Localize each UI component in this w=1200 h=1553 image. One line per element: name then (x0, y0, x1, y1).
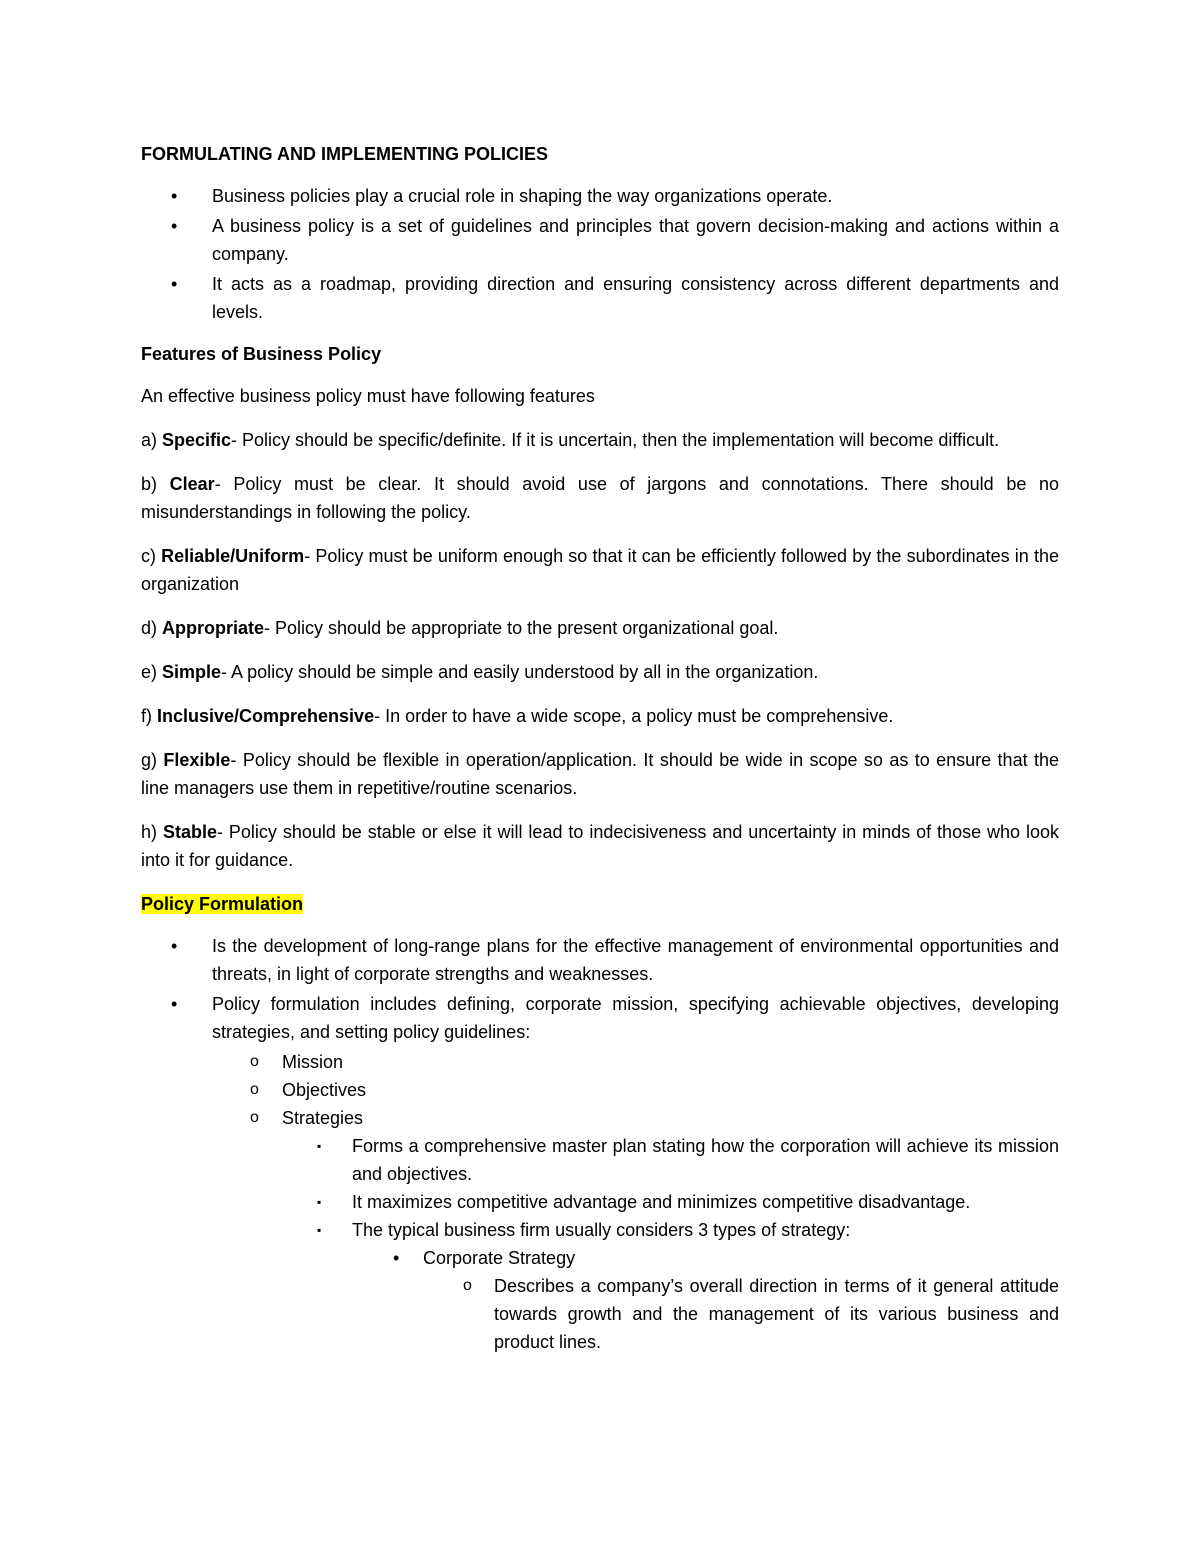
bullet-square-icon: ▪ (317, 1139, 322, 1153)
list-item: o Mission (141, 1048, 1059, 1076)
list-item: • Policy formulation includes defining, corporate mission, specifying achievable objectives, developing strategies, and setting policy guidelines: (141, 990, 1059, 1046)
feature-item: b) Clear- Policy must be clear. It should avoid use of jargons and connotations. There should be no misunderstandings in following the policy. (141, 474, 1060, 522)
bullet-circle-icon: o (250, 1081, 259, 1098)
list-item: • It acts as a roadmap, providing direction and ensuring consistency across different departments and levels. (141, 270, 1059, 326)
features-lead: An effective business policy must have following features (141, 386, 595, 406)
bullet-dot-icon: • (171, 936, 178, 956)
bullet-square-icon: ▪ (317, 1195, 322, 1209)
bullet-circle-icon: o (250, 1053, 259, 1070)
feature-item: a) Specific- Policy should be specific/definite. If it is uncertain, then the implementation will become difficult. (141, 430, 1000, 450)
list-item: o Strategies (141, 1104, 1059, 1132)
list-item: • Is the development of long-range plans for the effective management of environmental opportunities and threats, in light of corporate strengths and weaknesses. (141, 932, 1059, 988)
bullet-dot-icon: • (171, 186, 178, 206)
feature-item: e) Simple- A policy should be simple and easily understood by all in the organization. (141, 662, 819, 682)
list-item: ▪ Forms a comprehensive master plan stating how the corporation will achieve its mission and objectives. (141, 1132, 1059, 1188)
feature-item: g) Flexible- Policy should be flexible in operation/application. It should be wide in scope so as to ensure that the line managers use them in repetitive/routine scenarios. (141, 750, 1059, 798)
bullet-dot-icon: • (171, 274, 178, 294)
document-title: FORMULATING AND IMPLEMENTING POLICIES (141, 144, 548, 164)
formulation-bullet-list (141, 932, 1059, 1046)
formulation-sub-list (141, 1048, 1059, 1132)
list-item: o Describes a company’s overall direction in terms of it general attitude towards growth and the management of its various business and product lines. (141, 1272, 1059, 1356)
strategy-types-list (141, 1244, 1059, 1272)
intro-bullet-list (141, 182, 1059, 326)
document-page (141, 140, 1059, 1368)
list-item: ▪ It maximizes competitive advantage and minimizes competitive disadvantage. (141, 1188, 1059, 1216)
highlighted-heading-text: Policy Formulation (141, 894, 304, 914)
corporate-strategy-list (141, 1272, 1059, 1356)
list-item: • Business policies play a crucial role in shaping the way organizations operate. (141, 182, 1059, 210)
feature-item: c) Reliable/Uniform- Policy must be uniform enough so that it can be efficiently followed by the subordinates in the organization (141, 546, 1059, 594)
feature-item: d) Appropriate- Policy should be appropriate to the present organizational goal. (141, 618, 779, 638)
list-item: ▪ The typical business firm usually considers 3 types of strategy: (141, 1216, 1059, 1244)
bullet-dot-icon: • (393, 1248, 400, 1268)
bullet-circle-icon: o (463, 1277, 472, 1294)
feature-item: f) Inclusive/Comprehensive- In order to have a wide scope, a policy must be comprehensive. (141, 706, 894, 726)
features-heading: Features of Business Policy (141, 344, 382, 364)
bullet-dot-icon: • (171, 216, 178, 236)
bullet-dot-icon: • (171, 994, 178, 1014)
bullet-square-icon: ▪ (317, 1223, 322, 1237)
feature-item: h) Stable- Policy should be stable or else it will lead to indecisiveness and uncertainty in minds of those who look into it for guidance. (141, 822, 1059, 870)
bullet-circle-icon: o (250, 1109, 259, 1126)
list-item: • Corporate Strategy (141, 1244, 1059, 1272)
formulation-heading (141, 890, 1059, 918)
list-item: o Objectives (141, 1076, 1059, 1104)
list-item: • A business policy is a set of guidelines and principles that govern decision-making and actions within a company. (141, 212, 1059, 268)
strategy-points-list (141, 1132, 1059, 1244)
